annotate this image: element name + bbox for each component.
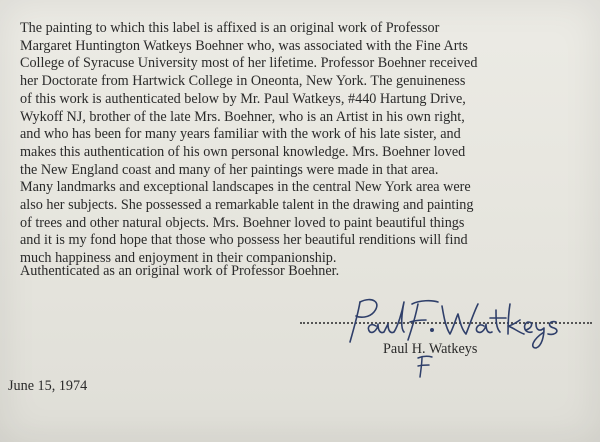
body-line: also her subjects. She possessed a remarkable talent in the drawing and painting xyxy=(20,197,474,214)
authentication-statement: Authenticated as an original work of Professor Boehner. xyxy=(20,263,340,279)
label-body-text xyxy=(20,20,584,268)
body-line: Wykoff NJ, brother of the late Mrs. Boehner, who is an Artist in his own right, xyxy=(20,108,465,125)
body-line: Many landmarks and exceptional landscapes in the central New York area were xyxy=(20,179,471,196)
body-line: her Doctorate from Hartwick College in Oneonta, New York. The genuineness xyxy=(20,73,466,90)
body-line: College of Syracuse University most of her lifetime. Professor Boehner received xyxy=(20,55,478,72)
body-line: makes this authentication of his own personal knowledge. Mrs. Boehner loved xyxy=(20,143,466,160)
body-line: The painting to which this label is affixed is an original work of Professor xyxy=(20,20,440,36)
handwritten-correction-f xyxy=(414,353,434,379)
printed-signer-name: Paul H. Watkeys xyxy=(383,341,478,357)
body-line: Margaret Huntington Watkeys Boehner who, was associated with the Fine Arts xyxy=(20,37,468,54)
body-line: and it is my fond hope that those who possess her beautiful renditions will find xyxy=(20,232,468,249)
body-line: of this work is authenticated below by Mr. Paul Watkeys, #440 Hartung Drive, xyxy=(20,90,466,107)
document-date: June 15, 1974 xyxy=(8,378,88,394)
body-line: of trees and other natural objects. Mrs. Boehner loved to paint beautiful things xyxy=(20,214,465,231)
body-line: and who has been for many years familiar with the work of his late sister, and xyxy=(20,126,461,143)
body-line: the New England coast and many of her paintings were made in that area. xyxy=(20,161,439,178)
body-line: much happiness and enjoyment in their companionship. xyxy=(20,250,337,267)
